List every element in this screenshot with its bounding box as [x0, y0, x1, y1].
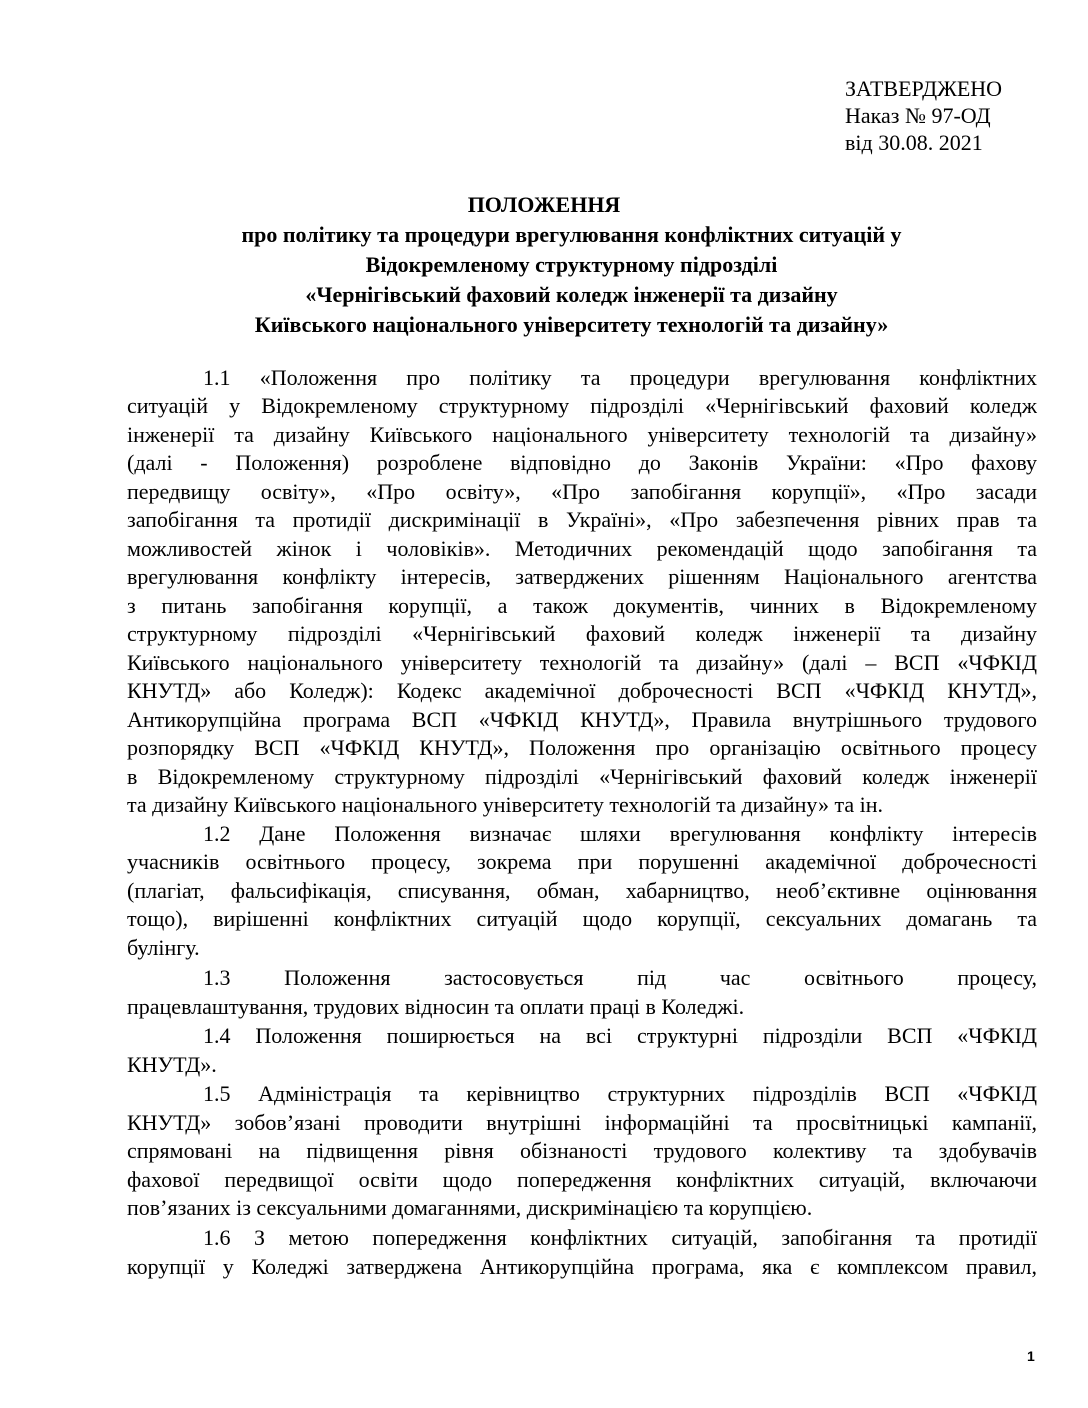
paragraph-1-6-line: корупції у Коледжі затверджена Антикорупційна програма, яка є комплексом правил, — [127, 1254, 1037, 1279]
document-subtitle-line: Київського національного університету технологій та дизайну» — [254, 312, 889, 337]
paragraph-1-5-line: пов’язаних із сексуальними домаганнями, дискримінацією та корупцією. — [127, 1195, 813, 1220]
paragraph-1-1-line: інженерії та дизайну Київського національного університету технологій та дизайну» — [127, 422, 1037, 447]
paragraph-1-1-line: Київського національного університету технологій та дизайну» (далі – ВСП «ЧФКІД — [127, 650, 1037, 675]
document-title: ПОЛОЖЕННЯ — [467, 192, 621, 217]
approval-status: ЗАТВЕРДЖЕНО — [845, 76, 1003, 101]
order-date: від 30.08. 2021 — [845, 130, 983, 155]
paragraph-1-1-line: та дизайну Київського національного університету технологій та дизайну» та ін. — [127, 792, 884, 817]
paragraph-1-1-line: передвищу освіту», «Про освіту», «Про запобігання корупції», «Про засади — [127, 479, 1037, 504]
paragraph-1-1-line: запобігання та протидії дискримінації в Україні», «Про забезпечення рівних прав та — [127, 507, 1037, 532]
paragraph-1-4-line: 1.4 Положення поширюється на всі структурні підрозділи ВСП «ЧФКІД — [203, 1023, 1037, 1048]
paragraph-1-1-line: врегулювання конфлікту інтересів, затверджених рішенням Національного агентства — [127, 564, 1037, 589]
paragraph-1-5-line: 1.5 Адміністрація та керівництво структурних підрозділів ВСП «ЧФКІД — [203, 1081, 1037, 1106]
page-number: 1 — [1027, 1348, 1035, 1364]
document-subtitle-line: «Чернігівський фаховий коледж інженерії та дизайну — [305, 282, 838, 307]
paragraph-1-6-line: 1.6 З метою попередження конфліктних ситуацій, запобігання та протидії — [203, 1225, 1037, 1250]
paragraph-1-1-line: структурному підрозділі «Чернігівський фаховий коледж інженерії та дизайну — [127, 621, 1037, 646]
paragraph-1-1-line: ситуацій у Відокремленому структурному підрозділі «Чернігівський фаховий коледж — [127, 393, 1037, 418]
document-subtitle-line: про політику та процедури врегулювання конфліктних ситуацій у — [241, 222, 902, 247]
paragraph-1-1-line: з питань запобігання корупції, а також документів, чинних в Відокремленому — [127, 593, 1037, 618]
paragraph-1-1-line: в Відокремленому структурному підрозділі «Чернігівський фаховий коледж інженерії — [127, 764, 1037, 789]
approval-stamp — [845, 75, 1002, 156]
paragraph-1-3-line: 1.3 Положення застосовується під час освітнього процесу, — [203, 965, 1037, 990]
paragraph-1-2-line: булінгу. — [127, 935, 200, 960]
paragraph-1-1-line: Антикорупційна програма ВСП «ЧФКІД КНУТД», Правила внутрішнього трудового — [127, 707, 1037, 732]
document-subtitle-line: Відокремленому структурному підрозділі — [365, 252, 778, 277]
paragraph-1-3-line: працевлаштування, трудових відносин та оплати праці в Коледжі. — [127, 994, 745, 1019]
paragraph-1-4-line: КНУТД». — [127, 1052, 217, 1077]
order-number: Наказ № 97-ОД — [845, 103, 991, 128]
paragraph-1-2-line: 1.2 Дане Положення визначає шляхи врегулювання конфлікту інтересів — [203, 821, 1037, 846]
paragraph-1-1-line: розпорядку ВСП «ЧФКІД КНУТД», Положення про організацію освітнього процесу — [127, 735, 1037, 760]
paragraph-1-5-line: спрямовані на підвищення рівня обізнаності трудового колективу та здобувачів — [127, 1138, 1037, 1163]
paragraph-1-1-line: КНУТД» або Коледж): Кодекс академічної доброчесності ВСП «ЧФКІД КНУТД», — [127, 678, 1037, 703]
paragraph-1-1-line: (далі - Положення) розроблене відповідно до Законів України: «Про фахову — [127, 450, 1037, 475]
paragraph-1-1-line: 1.1 «Положення про політику та процедури врегулювання конфліктних — [203, 365, 1037, 390]
paragraph-1-5-line: фахової передвищої освіти щодо попередження конфліктних ситуацій, включаючи — [127, 1167, 1037, 1192]
paragraph-1-5-line: КНУТД» зобов’язані проводити внутрішні інформаційні та просвітницькі кампанії, — [127, 1110, 1037, 1135]
paragraph-1-1-line: можливостей жінок і чоловіків». Методичних рекомендацій щодо запобігання та — [127, 536, 1037, 561]
paragraph-1-2-line: тощо), вирішенні конфліктних ситуацій щодо корупції, сексуальних домагань та — [127, 906, 1037, 931]
paragraph-1-2-line: учасників освітнього процесу, зокрема при порушенні академічної доброчесності — [127, 849, 1037, 874]
paragraph-1-2-line: (плагіат, фальсифікація, списування, обман, хабарництво, необ’єктивне оцінювання — [127, 878, 1037, 903]
